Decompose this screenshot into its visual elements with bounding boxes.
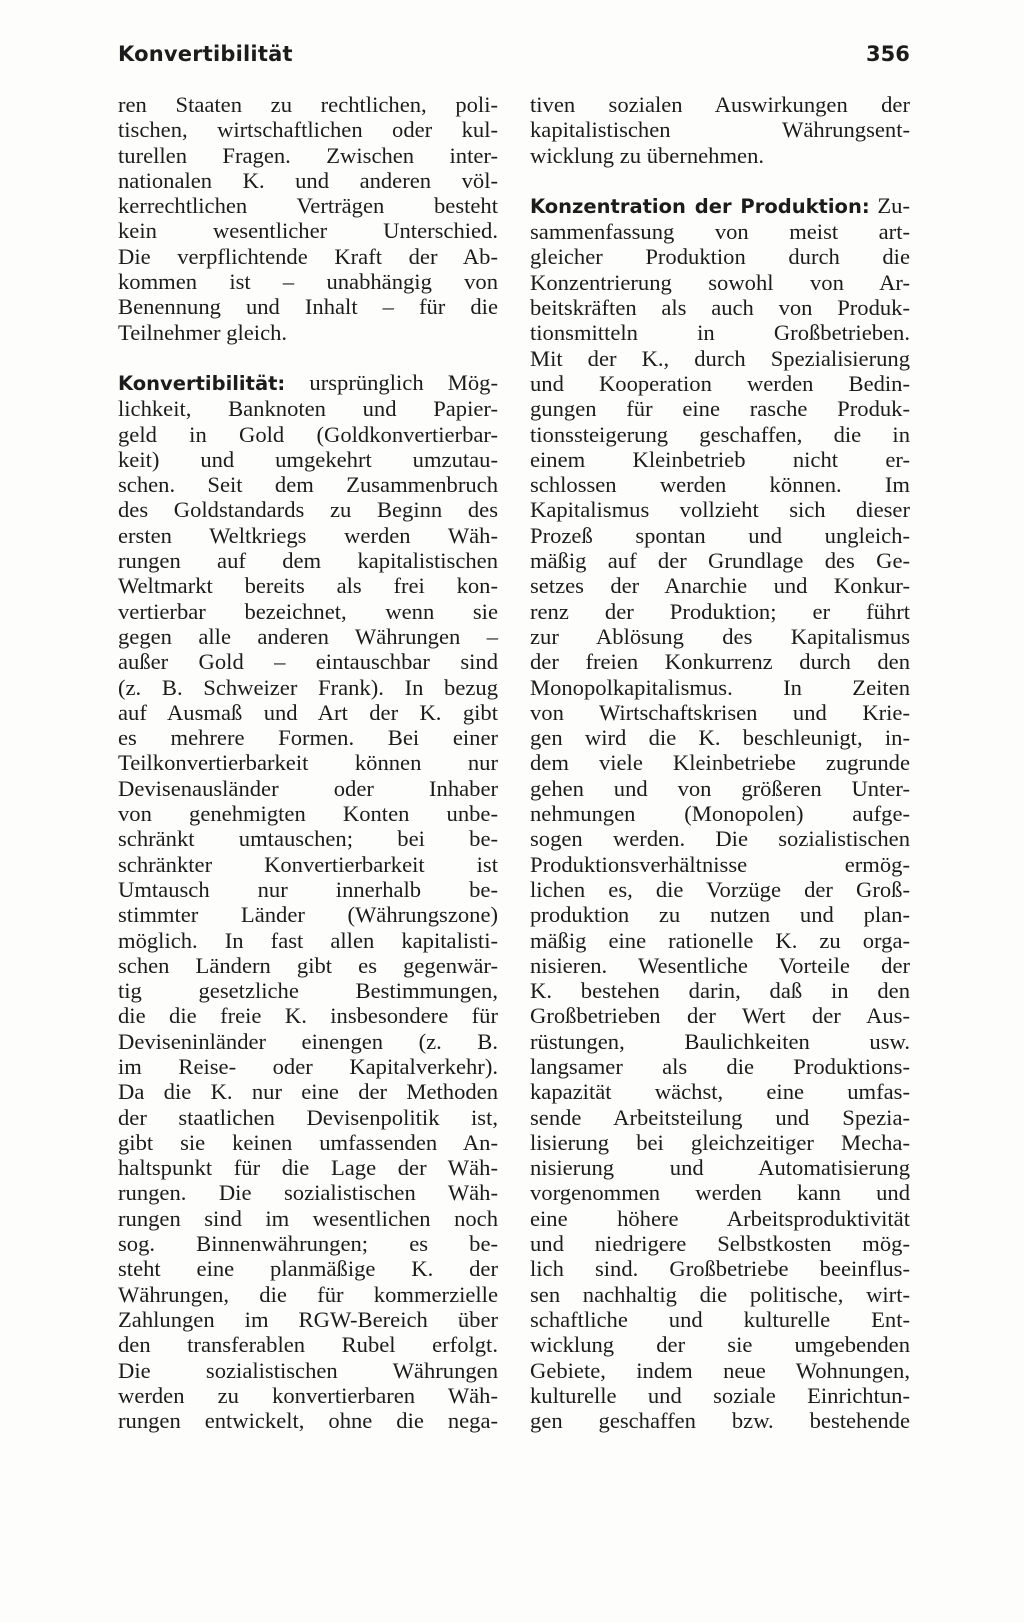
- entry-konzentration-der-produktion: [530, 193, 910, 1434]
- text-line: rüstungen, Baulichkeiten usw.: [530, 1028, 910, 1054]
- text-line: tiven sozialen Auswirkungen der: [530, 92, 910, 117]
- text-line: nehmungen (Monopolen) aufge-: [530, 801, 910, 827]
- text-line: Devisenausländer oder Inhaber: [118, 775, 498, 801]
- running-head: Konvertibilität: [118, 42, 293, 66]
- text-line: sog. Binnenwährungen; es be-: [118, 1231, 498, 1257]
- text-line: (z. B. Schweizer Frank). In bezug: [118, 674, 498, 700]
- text-line: haltspunkt für die Lage der Wäh-: [118, 1155, 498, 1181]
- page-number: 356: [866, 42, 910, 66]
- text-line: kein wesentlicher Unterschied.: [118, 218, 498, 244]
- continued-entry-text: [118, 92, 498, 345]
- text-line: Deviseninländer einengen (z. B.: [118, 1028, 498, 1054]
- text-line: kapazität wächst, eine umfas-: [530, 1079, 910, 1105]
- text-line: renz der Produktion; er führt: [530, 598, 910, 624]
- text-line: gehen und von größeren Unter-: [530, 775, 910, 801]
- continued-entry-text: [530, 92, 910, 168]
- text-line: Prozeß spontan und ungleich-: [530, 522, 910, 548]
- text-line: kerrechtlichen Verträgen besteht: [118, 193, 498, 219]
- text-line: gibt sie keinen umfassenden An-: [118, 1129, 498, 1155]
- text-line: K. bestehen darin, daß in den: [530, 978, 910, 1004]
- text-line: Da die K. nur eine der Methoden: [118, 1079, 498, 1105]
- text-line: Gebiete, indem neue Wohnungen,: [530, 1357, 910, 1383]
- text-line: auf Ausmaß und Art der K. gibt: [118, 699, 498, 725]
- entry-first-line-text: ursprünglich Mög-: [309, 369, 498, 395]
- text-line: vorgenommen werden kann und: [530, 1180, 910, 1206]
- text-line: geld in Gold (Goldkonvertierbar-: [118, 421, 498, 447]
- text-line: langsamer als die Produktions-: [530, 1053, 910, 1079]
- text-line: wicklung der sie umgebenden: [530, 1332, 910, 1358]
- text-line: rungen entwickelt, ohne die nega-: [118, 1408, 498, 1434]
- text-line: mäßig eine rationelle K. zu orga-: [530, 927, 910, 953]
- text-line: Umtausch nur innerhalb be-: [118, 876, 498, 902]
- text-line: gen wird die K. beschleunigt, in-: [530, 725, 910, 751]
- text-line: von genehmigten Konten unbe-: [118, 801, 498, 827]
- text-line: kapitalistischen Währungsent-: [530, 117, 910, 143]
- text-line: sen nachhaltig die politische, wirt-: [530, 1281, 910, 1307]
- text-line: der staatlichen Devisenpolitik ist,: [118, 1104, 498, 1130]
- text-line: einem Kleinbetrieb nicht er-: [530, 446, 910, 472]
- text-line: von Wirtschaftskrisen und Krie-: [530, 699, 910, 725]
- text-line: beitskräften als auch von Produk-: [530, 295, 910, 321]
- text-line: gungen für eine rasche Produk-: [530, 396, 910, 422]
- text-line: vertierbar bezeichnet, wenn sie: [118, 598, 498, 624]
- text-line: zur Ablösung des Kapitalismus: [530, 623, 910, 649]
- text-line: lichkeit, Banknoten und Papier-: [118, 396, 498, 422]
- entry-first-line: [530, 193, 910, 219]
- text-line: Währungen, die für kommerzielle: [118, 1281, 498, 1307]
- text-line: dem viele Kleinbetriebe zugrunde: [530, 750, 910, 776]
- text-line: Benennung und Inhalt – für die: [118, 294, 498, 320]
- text-line: den transferablen Rubel erfolgt.: [118, 1332, 498, 1358]
- left-column: [118, 92, 498, 1433]
- text-line: schen Ländern gibt es gegenwär-: [118, 952, 498, 978]
- text-line: kulturelle und soziale Einrichtun-: [530, 1382, 910, 1408]
- text-line: nisieren. Wesentliche Vorteile der: [530, 952, 910, 978]
- text-line: lisierung bei gleichzeitiger Mecha-: [530, 1129, 910, 1155]
- text-line: kommen ist – unabhängig von: [118, 269, 498, 295]
- text-line: turellen Fragen. Zwischen inter-: [118, 142, 498, 168]
- text-line: des Goldstandards zu Beginn des: [118, 497, 498, 523]
- text-line: tionssteigerung geschaffen, die in: [530, 421, 910, 447]
- entry-term: Konvertibilität:: [118, 371, 286, 395]
- text-line: es mehrere Formen. Bei einer: [118, 725, 498, 751]
- text-line: lich sind. Großbetriebe beeinflus-: [530, 1256, 910, 1282]
- text-line: rungen auf dem kapitalistischen: [118, 548, 498, 574]
- text-line: produktion zu nutzen und plan-: [530, 902, 910, 928]
- text-line: tig gesetzliche Bestimmungen,: [118, 978, 498, 1004]
- text-line: Produktionsverhältnisse ermög-: [530, 851, 910, 877]
- text-line: und Kooperation werden Bedin-: [530, 370, 910, 396]
- text-line: der freien Konkurrenz durch den: [530, 649, 910, 675]
- text-line: Zahlungen im RGW-Bereich über: [118, 1306, 498, 1332]
- text-line: keit) und umgekehrt umzutau-: [118, 446, 498, 472]
- text-line: gen geschaffen bzw. bestehende: [530, 1408, 910, 1434]
- text-line: Teilnehmer gleich.: [118, 319, 288, 345]
- entry-konvertibilitaet: [118, 370, 498, 1433]
- text-line: sogen werden. Die sozialistischen: [530, 826, 910, 852]
- text-line: setzes der Anarchie und Konkur-: [530, 573, 910, 599]
- text-line: im Reise- oder Kapitalverkehr).: [118, 1053, 498, 1079]
- text-line: eine höhere Arbeitsproduktivität: [530, 1205, 910, 1231]
- text-line: die die freie K. insbesondere für: [118, 1003, 498, 1029]
- text-line: außer Gold – eintauschbar sind: [118, 649, 498, 675]
- text-line: Die sozialistischen Währungen: [118, 1357, 498, 1383]
- text-line: Konzentrierung sowohl von Ar-: [530, 269, 910, 295]
- text-line: möglich. In fast allen kapitalisti-: [118, 927, 498, 953]
- text-line: schen. Seit dem Zusammenbruch: [118, 472, 498, 498]
- text-line: sammenfassung von meist art-: [530, 219, 910, 245]
- entry-body: [118, 396, 498, 1433]
- text-line: tischen, wirtschaftlichen oder kul-: [118, 117, 498, 143]
- text-line: Weltmarkt bereits als frei kon-: [118, 573, 498, 599]
- text-line: Großbetrieben der Wert der Aus-: [530, 1003, 910, 1029]
- text-line: gegen alle anderen Währungen –: [118, 623, 498, 649]
- text-line: sende Arbeitsteilung und Spezia-: [530, 1104, 910, 1130]
- text-line: werden zu konvertierbaren Wäh-: [118, 1382, 498, 1408]
- entry-first-line-text: Zu-: [877, 192, 910, 218]
- entry-body: [530, 219, 910, 1433]
- text-line: stimmter Länder (Währungszone): [118, 902, 498, 928]
- text-line: schränkter Konvertierbarkeit ist: [118, 851, 498, 877]
- text-line: Monopolkapitalismus. In Zeiten: [530, 674, 910, 700]
- right-column: [530, 92, 910, 1433]
- text-line: nisierung und Automatisierung: [530, 1155, 910, 1181]
- text-line: tionsmitteln in Großbetrieben.: [530, 320, 910, 346]
- text-line: ren Staaten zu rechtlichen, poli-: [118, 92, 498, 117]
- text-line: schlossen werden können. Im: [530, 472, 910, 498]
- text-line: Kapitalismus vollzieht sich dieser: [530, 497, 910, 523]
- text-line: schränkt umtauschen; bei be-: [118, 826, 498, 852]
- entry-term: Konzentration der Produktion:: [530, 194, 870, 218]
- text-line: nationalen K. und anderen völ-: [118, 167, 498, 193]
- text-line: schaftliche und kulturelle Ent-: [530, 1306, 910, 1332]
- text-line: rungen sind im wesentlichen noch: [118, 1205, 498, 1231]
- text-line: lichen es, die Vorzüge der Groß-: [530, 876, 910, 902]
- text-line: ersten Weltkriegs werden Wäh-: [118, 522, 498, 548]
- text-line: und niedrigere Selbstkosten mög-: [530, 1231, 910, 1257]
- text-line: Die verpflichtende Kraft der Ab-: [118, 243, 498, 269]
- entry-first-line: [118, 370, 498, 396]
- text-line: rungen. Die sozialistischen Wäh-: [118, 1180, 498, 1206]
- text-line: gleicher Produktion durch die: [530, 244, 910, 270]
- text-line: Teilkonvertierbarkeit können nur: [118, 750, 498, 776]
- text-line: mäßig auf der Grundlage des Ge-: [530, 548, 910, 574]
- text-line: wicklung zu übernehmen.: [530, 142, 765, 168]
- text-line: steht eine planmäßige K. der: [118, 1256, 498, 1282]
- text-line: Mit der K., durch Spezialisierung: [530, 345, 910, 371]
